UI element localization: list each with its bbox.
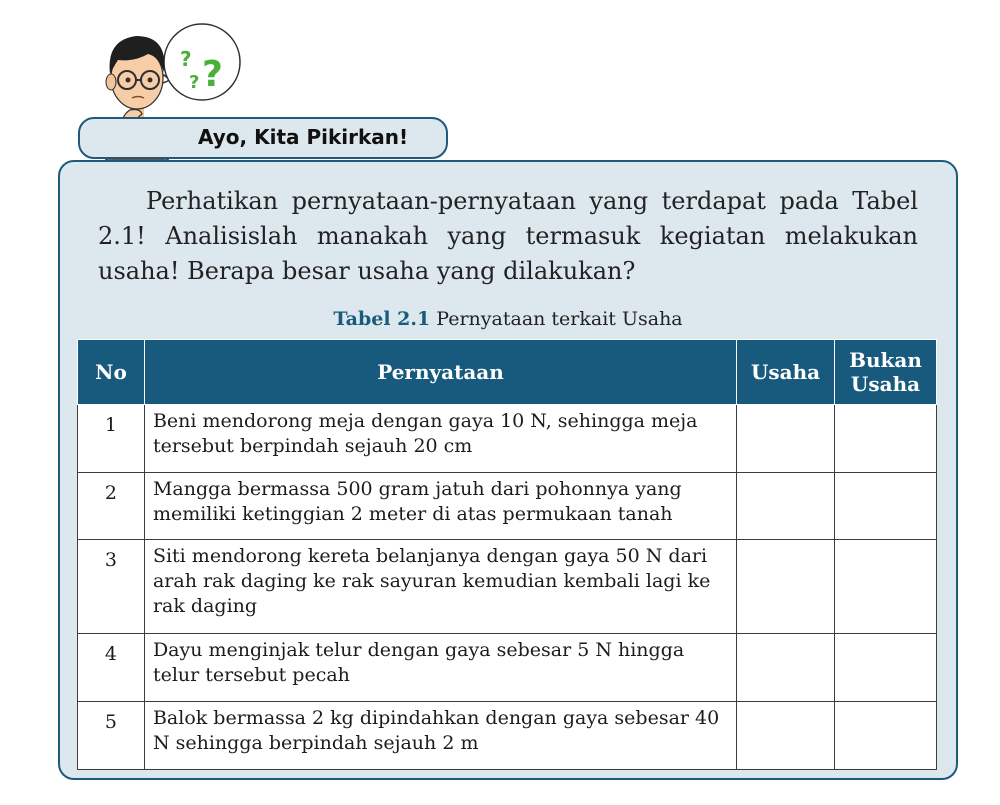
row-work-cell[interactable] [737, 540, 835, 634]
header-not-work-line1: Bukan [849, 348, 922, 372]
row-statement: Mangga bermassa 500 gram jatuh dari pohonnya yang memiliki ketinggian 2 meter di atas permukaan tanah [144, 473, 736, 540]
statements-table [77, 339, 937, 770]
table-row [78, 405, 937, 473]
row-work-cell[interactable] [737, 702, 835, 770]
row-work-cell[interactable] [737, 405, 835, 473]
row-statement: Dayu menginjak telur dengan gaya sebesar 5 N hingga telur tersebut pecah [144, 634, 736, 702]
row-not-work-cell[interactable] [835, 702, 937, 770]
header-not-work [835, 340, 937, 405]
row-statement: Siti mendorong kereta belanjanya dengan gaya 50 N dari arah rak daging ke rak sayuran kemudian kembali lagi ke rak daging [144, 540, 736, 634]
question-mark-large: ? [202, 54, 223, 95]
section-title: Ayo, Kita Pikirkan! [198, 125, 409, 149]
row-number: 3 [78, 540, 145, 634]
table-row [78, 702, 937, 770]
row-not-work-cell[interactable] [835, 473, 937, 540]
row-not-work-cell[interactable] [835, 540, 937, 634]
row-work-cell[interactable] [737, 634, 835, 702]
header-work: Usaha [737, 340, 835, 405]
header-no: No [78, 340, 145, 405]
row-work-cell[interactable] [737, 473, 835, 540]
table-row [78, 540, 937, 634]
activity-box [58, 160, 958, 780]
question-mark-tiny: ? [189, 72, 200, 93]
section-title-tab [78, 117, 448, 159]
thought-bubble-icon [152, 24, 240, 100]
row-number: 4 [78, 634, 145, 702]
table-caption [60, 308, 956, 330]
row-number: 2 [78, 473, 145, 540]
row-number: 5 [78, 702, 145, 770]
header-not-work-line2: Usaha [850, 372, 921, 396]
header-statement: Pernyataan [144, 340, 736, 405]
table-caption-label: Tabel 2.1 [333, 308, 431, 330]
row-number: 1 [78, 405, 145, 473]
row-not-work-cell[interactable] [835, 405, 937, 473]
table-row [78, 634, 937, 702]
table-row [78, 473, 937, 540]
row-statement: Beni mendorong meja dengan gaya 10 N, sehingga meja tersebut berpindah sejauh 20 cm [144, 405, 736, 473]
question-mark-small: ? [180, 47, 192, 71]
table-header-row [78, 340, 937, 405]
intro-paragraph: Perhatikan pernyataan-pernyataan yang terdapat pada Tabel 2.1! Analisislah manakah yang termasuk kegiatan melakukan usaha! Berapa besar usaha yang dilakukan? [98, 187, 918, 285]
row-not-work-cell[interactable] [835, 634, 937, 702]
table-caption-text: Pernyataan terkait Usaha [436, 308, 683, 330]
row-statement: Balok bermassa 2 kg dipindahkan dengan gaya sebesar 40 N sehingga berpindah sejauh 2 m [144, 702, 736, 770]
